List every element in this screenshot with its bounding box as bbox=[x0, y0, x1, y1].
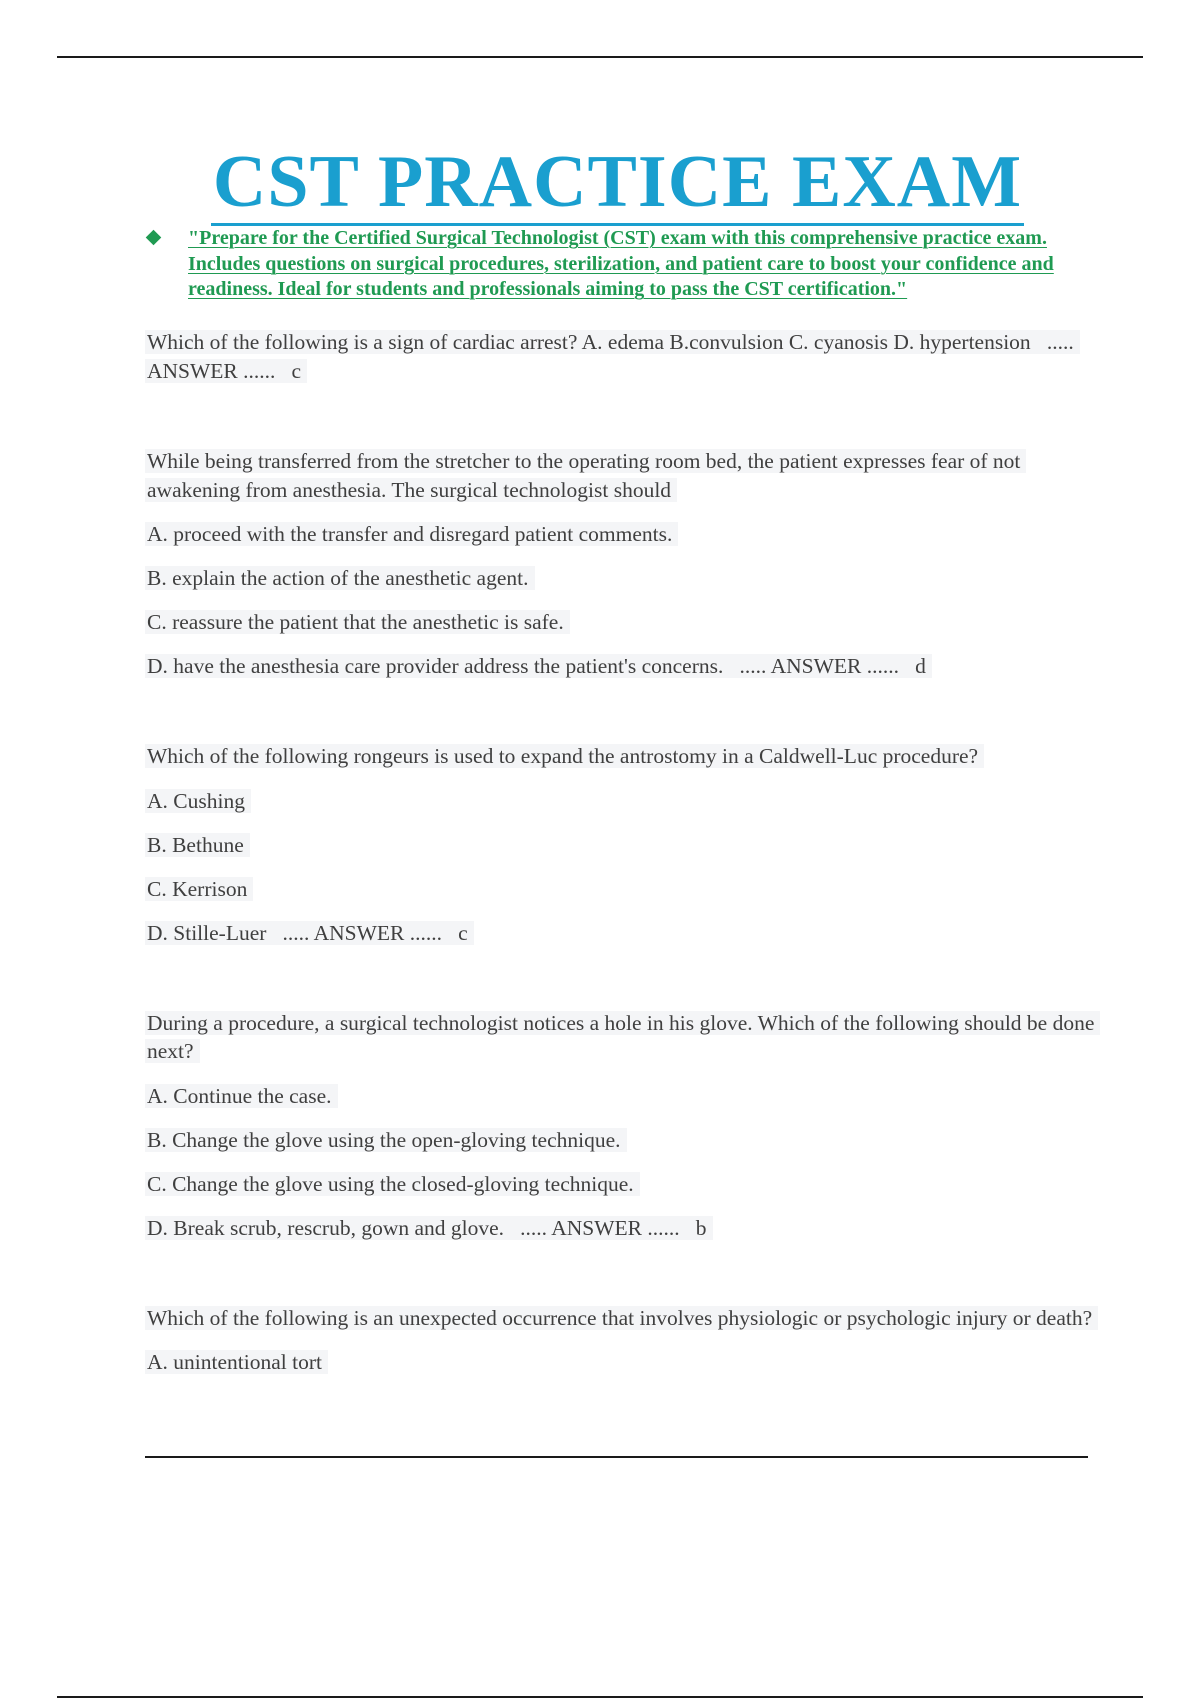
option-a: A. Cushing bbox=[145, 789, 251, 813]
question-stem: Which of the following is a sign of cardiac arrest? A. edema B.convulsion C. cyanosis D. hypertension bbox=[147, 330, 1031, 354]
answer-value: c bbox=[291, 358, 302, 383]
bottom-rule bbox=[57, 1696, 1143, 1698]
option-b: B. Bethune bbox=[145, 833, 250, 857]
answer-label: ..... ANSWER ...... bbox=[282, 920, 443, 945]
question-stem: Which of the following is an unexpected occurrence that involves physiologic or psychologic injury or death? bbox=[145, 1306, 1098, 1330]
diamond-bullet-icon bbox=[146, 230, 162, 246]
question-stem: Which of the following rongeurs is used to expand the antrostomy in a Caldwell-Luc procedure? bbox=[145, 744, 984, 768]
option-d: D. Stille-Luer bbox=[147, 920, 267, 945]
intro-bullet bbox=[148, 226, 1088, 303]
question-stem: During a procedure, a surgical technologist notices a hole in his glove. Which of the following should be done next? bbox=[145, 1011, 1100, 1064]
content-end-rule bbox=[145, 1456, 1088, 1458]
option-c: C. reassure the patient that the anesthetic is safe. bbox=[145, 610, 570, 634]
question-3 bbox=[145, 742, 1105, 947]
question-5 bbox=[145, 1304, 1105, 1377]
option-c: C. Change the glove using the closed-gloving technique. bbox=[145, 1172, 640, 1196]
option-a: A. Continue the case. bbox=[145, 1084, 338, 1108]
top-rule bbox=[57, 56, 1143, 58]
question-stem: While being transferred from the stretcher to the operating room bed, the patient expresses fear of not awakening from anesthesia. The surgical technologist should bbox=[145, 449, 1026, 502]
answer-label: ..... ANSWER ...... bbox=[520, 1215, 680, 1240]
answer-label: ..... ANSWER ...... bbox=[739, 654, 899, 678]
question-2 bbox=[145, 447, 1105, 680]
intro-text: "Prepare for the Certified Surgical Technologist (CST) exam with this comprehensive practice exam. Includes questions on surgical procedures, sterilization, and patient care to boost your confidence and readiness. Ideal for students and professionals aiming to pass the CST certification." bbox=[188, 227, 1054, 300]
option-a: A. proceed with the transfer and disregard patient comments. bbox=[145, 522, 678, 546]
option-b: B. explain the action of the anesthetic agent. bbox=[145, 566, 535, 590]
answer-value: d bbox=[915, 654, 926, 678]
answer-value: c bbox=[458, 920, 468, 945]
option-b: B. Change the glove using the open-gloving technique. bbox=[145, 1128, 627, 1152]
answer-value: b bbox=[695, 1215, 707, 1240]
option-d: D. Break scrub, rescrub, gown and glove. bbox=[147, 1215, 505, 1240]
page-title: CST PRACTICE EXAM bbox=[0, 140, 1200, 224]
questions-list bbox=[145, 328, 1105, 1376]
question-1 bbox=[145, 328, 1105, 385]
option-d: D. have the anesthesia care provider address the patient's concerns. bbox=[147, 654, 724, 678]
question-4 bbox=[145, 1009, 1105, 1242]
option-a: A. unintentional tort bbox=[145, 1350, 328, 1374]
answer-label: ..... ANSWER ...... bbox=[147, 330, 1074, 383]
option-c: C. Kerrison bbox=[145, 877, 253, 901]
